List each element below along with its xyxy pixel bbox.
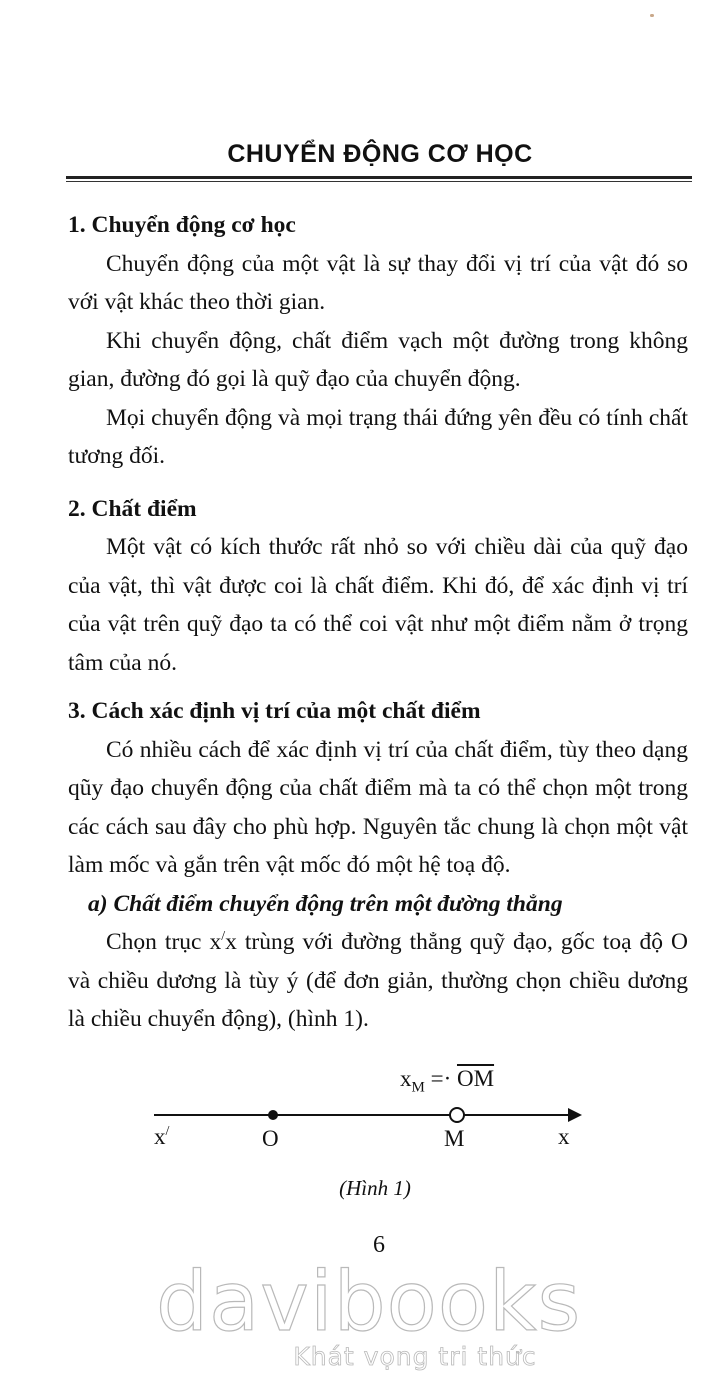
- watermark-logo: davibooks: [156, 1255, 582, 1350]
- figure-caption: (Hình 1): [339, 1176, 411, 1200]
- formula-vector-om: $\overline{OM}$: [456, 1066, 495, 1091]
- section-3-sub-paragraph: [68, 923, 688, 1039]
- origin-point: [268, 1110, 278, 1120]
- formula-subscript: M: [411, 1079, 425, 1096]
- section-2-heading: 2. Chất điểm: [68, 495, 197, 522]
- point-m-label: M: [444, 1126, 465, 1151]
- page-title: CHUYỂN ĐỘNG CƠ HỌC: [227, 140, 533, 168]
- section-3-subheading: a) Chất điểm chuyển động trên một đường thẳng: [88, 890, 563, 917]
- section-3-heading: 3. Cách xác định vị trí của một chất điểm: [68, 698, 481, 724]
- section-1-paragraph-2: Khi chuyển động, chất điểm vạch một đường trong không gian, đường đó gọi là quỹ đạo của chuyển động.: [68, 327, 688, 392]
- page-number: 6: [373, 1232, 385, 1258]
- main-content: [68, 206, 688, 1039]
- section-1-heading: 1. Chuyển động cơ học: [68, 212, 296, 238]
- axis-start-x: x: [154, 1124, 166, 1149]
- axis-line: [154, 1114, 574, 1116]
- section-2-paragraph-1: Một vật có kích thước rất nhỏ so với chiều dài của quỹ đạo của vật, thì vật được coi là chất điểm. Khi đó, để xác định vị trí của vật trên quỹ đạo ta có thể coi vật như một điểm nằm ở trọng tâm của nó.: [68, 534, 688, 676]
- sub-paragraph-text-end: x trùng với đường thẳng quỹ đạo, gốc toạ độ O và chiều dương là tùy ý (để đơn giản, thường chọn chiều dương là chiều chuyển động), (hình 1).: [68, 929, 688, 1032]
- origin-label: O: [262, 1126, 279, 1151]
- section-3-paragraph-1: Có nhiều cách để xác định vị trí của chất điểm, tùy theo dạng qũy đạo chuyển động của chất điểm mà ta có thể chọn một trong các cách sau đây cho phù hợp. Nguyên tắc chung là chọn một vật làm mốc và gắn trên vật mốc đó một hệ toạ độ.: [68, 736, 688, 878]
- formula-equals: =·: [424, 1066, 457, 1091]
- watermark-tagline: Khát vọng tri thức: [293, 1342, 537, 1371]
- point-m-marker: [449, 1107, 465, 1123]
- title-rule-thin: [66, 181, 692, 182]
- figure-formula: [400, 1066, 494, 1097]
- axis-arrow-icon: [568, 1108, 582, 1122]
- prime-mark: /: [221, 929, 226, 944]
- sub-paragraph-text-start: Chọn trục x: [106, 929, 222, 955]
- axis-start-label: [154, 1124, 169, 1150]
- axis-end-label: x: [558, 1124, 570, 1149]
- paper-speck: [650, 14, 654, 17]
- axis-start-prime: /: [165, 1124, 170, 1139]
- formula-x: x: [400, 1066, 412, 1091]
- section-1-paragraph-3: Mọi chuyển động và mọi trạng thái đứng yên đều có tính chất tương đối.: [68, 404, 688, 469]
- title-rule-thick: [66, 176, 692, 179]
- section-1-paragraph-1: Chuyển động của một vật là sự thay đổi vị trí của vật đó so với vật khác theo thời gian.: [68, 250, 688, 315]
